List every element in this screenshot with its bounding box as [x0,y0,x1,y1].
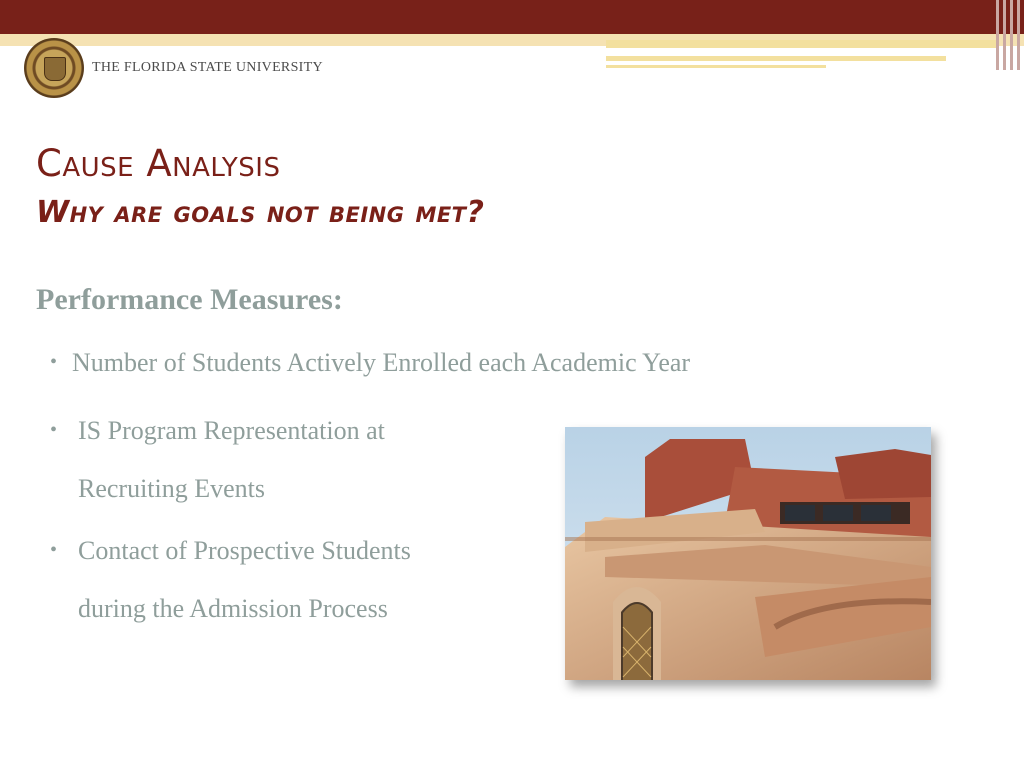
university-seal-logo [24,38,84,98]
decorative-line [606,56,946,61]
building-illustration [565,427,931,680]
bullet-text-continued: Recruiting Events [78,474,266,503]
bullet-text-continued: during the Admission Process [78,594,388,623]
bullet-dot-icon: • [50,351,58,373]
header-bar [0,0,1024,34]
decorative-line [606,40,996,48]
decorative-stripe [1017,0,1020,70]
decorative-line [606,65,826,68]
bullet-item [50,348,690,378]
slide-title: Cause Analysis [36,142,281,185]
decorative-stripe [1010,0,1013,70]
campus-building-photo [565,427,931,680]
bullet-dot-icon: • [50,539,58,561]
bullet-text: Number of Students Actively Enrolled each Academic Year [72,348,691,377]
decorative-stripe [996,0,999,70]
decorative-stripe [1003,0,1006,70]
bullet-item [50,536,411,566]
bullet-item [50,416,385,446]
slide-subtitle: Why are goals not being met? [36,195,485,230]
bullet-dot-icon: • [50,419,58,441]
bullet-text: Contact of Prospective Students [78,536,411,565]
university-name: THE FLORIDA STATE UNIVERSITY [92,60,323,75]
section-heading: Performance Measures: [36,283,343,316]
seal-shield-icon [44,57,66,81]
bullet-text: IS Program Representation at [78,416,385,445]
